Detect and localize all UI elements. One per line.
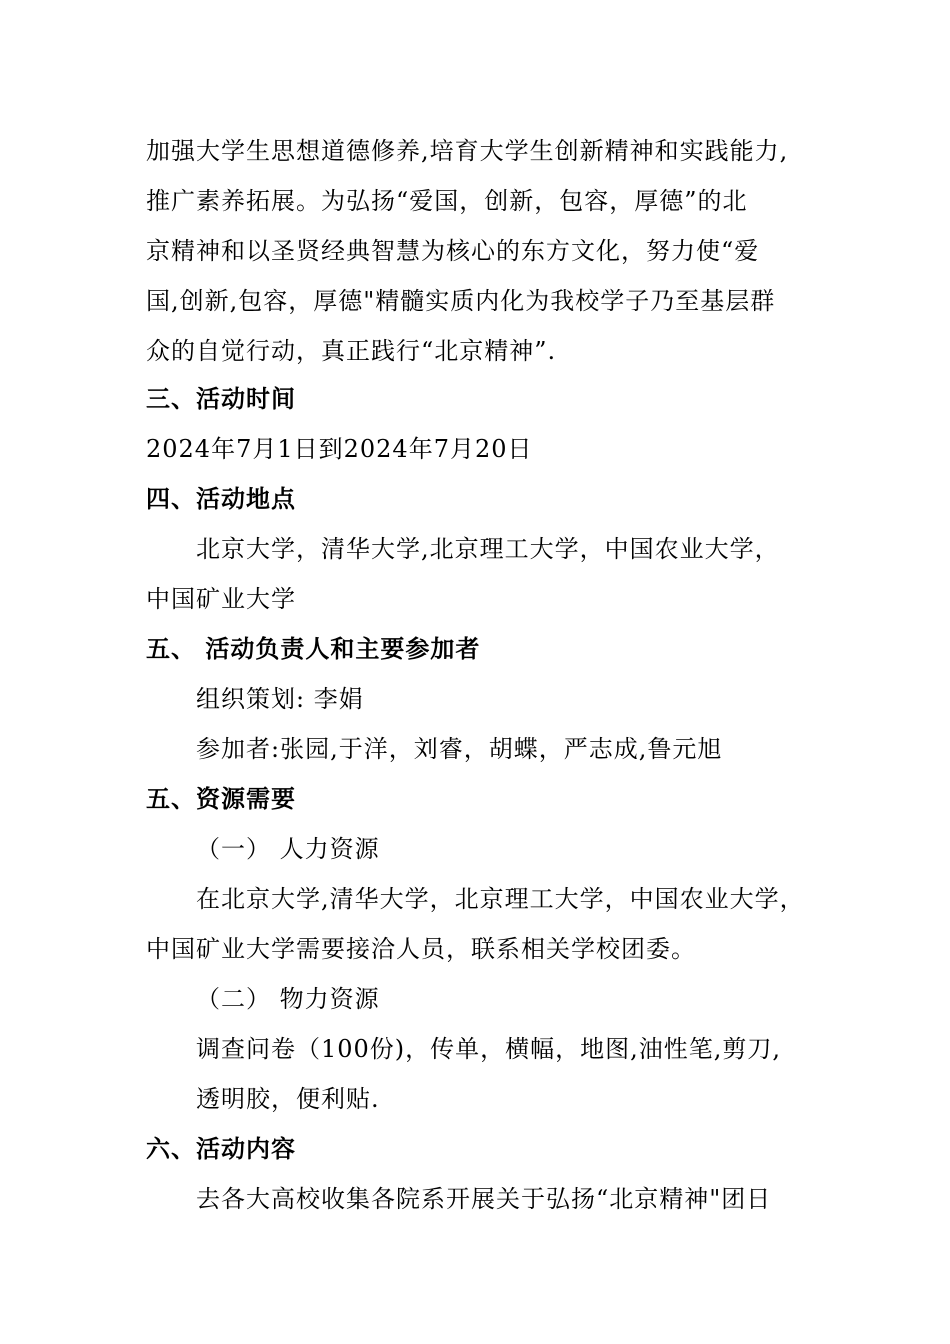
body-line: 京精神和以圣贤经典智慧为核心的东方文化，努力使“爱: [146, 237, 760, 265]
subheading-material-resources: （二） 物力资源: [196, 985, 380, 1013]
section-heading-time: 三、活动时间: [146, 385, 296, 413]
body-line: 国,创新,包容，厚德"精髓实质内化为我校学子乃至基层群: [146, 287, 776, 315]
section-heading-content: 六、活动内容: [146, 1135, 296, 1163]
location-line: 中国矿业大学: [146, 585, 296, 613]
body-line: 加强大学生思想道德修养,培育大学生创新精神和实践能力,: [146, 137, 789, 165]
section-heading-resources: 五、资源需要: [146, 785, 296, 813]
activity-date: 2024年7月1日到2024年7月20日: [146, 435, 533, 463]
body-line: 去各大高校收集各院系开展关于弘扬“北京精神"团日: [196, 1185, 772, 1213]
section-heading-location: 四、活动地点: [146, 485, 296, 513]
subheading-human-resources: （一） 人力资源: [196, 835, 380, 863]
body-line: 调查问卷（100份)，传单，横幅，地图,油性笔,剪刀,: [196, 1035, 782, 1063]
location-line: 北京大学，清华大学,北京理工大学，中国农业大学，: [196, 535, 780, 563]
body-line: 透明胶，便利贴.: [196, 1085, 380, 1113]
body-line: 推广素养拓展。为弘扬“爱国，创新，包容，厚德”的北: [146, 187, 748, 215]
body-line: 在北京大学,清华大学，北京理工大学，中国农业大学，: [196, 885, 805, 913]
organizer-line: 组织策划: 李娟: [196, 685, 364, 713]
body-line: 众的自觉行动，真正践行“北京精神”.: [146, 337, 557, 365]
participants-line: 参加者:张园,于洋，刘睿，胡蝶，严志成,鲁元旭: [196, 735, 723, 763]
section-heading-people: 五、 活动负责人和主要参加者: [146, 635, 481, 663]
body-line: 中国矿业大学需要接洽人员，联系相关学校团委。: [146, 935, 696, 963]
